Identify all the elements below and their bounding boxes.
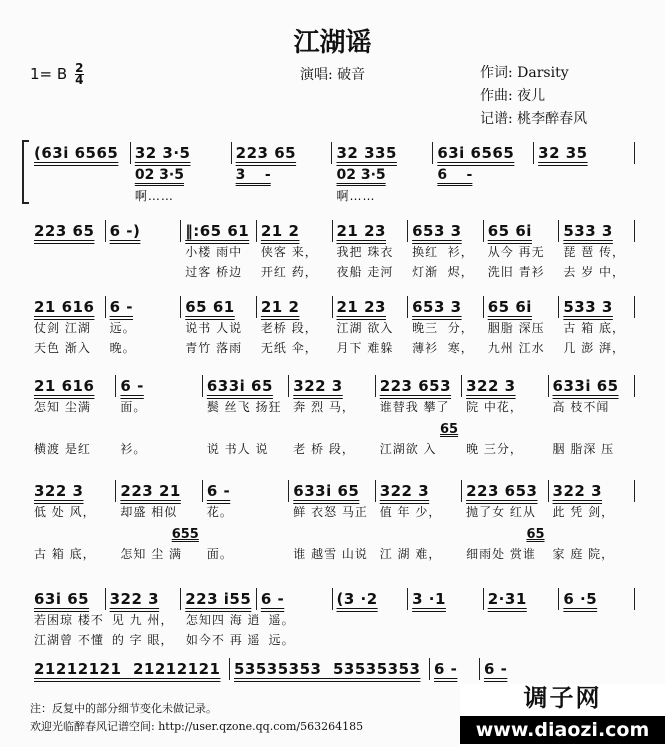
alternate-notes: 65 (526, 527, 545, 542)
staff-system (30, 480, 635, 564)
lyric-row (30, 242, 635, 262)
lyric: 老 桥 段， (293, 442, 355, 456)
measure: 53535353 53535353 (230, 658, 430, 680)
lyric: 开红 药， (260, 265, 318, 279)
measure: (3 ·2 (333, 588, 409, 610)
measure: (63i 6565 (30, 142, 131, 164)
lyric: 江湖曾 不懂 (34, 633, 104, 647)
lyric-row (30, 338, 635, 358)
lyric: 无纸 伞， (260, 341, 318, 355)
harmony-measure: 02 3·5 (336, 167, 386, 183)
alternate-notes (289, 421, 375, 439)
measure-row (30, 480, 635, 502)
measure-row (30, 658, 530, 680)
measure: 633i 65 (289, 480, 375, 502)
lyric: 怎知四 海 逍 (185, 613, 261, 627)
measure: 6 - (484, 660, 508, 678)
lyric: 江 湖 难， (379, 547, 442, 561)
measure: 223 65 (30, 220, 106, 242)
measure: ‖:65 61 (181, 220, 257, 242)
alternate-notes (203, 526, 289, 544)
lyric: 说书 人说 (185, 321, 243, 335)
measure: 223 653 (376, 375, 462, 397)
lyric-row (30, 439, 635, 459)
lyric (232, 186, 333, 206)
measure: 322 3 (462, 375, 548, 397)
composer: 作曲: 夜儿 (480, 88, 546, 104)
harmony-measure-row (30, 164, 635, 186)
alternate-notes (289, 526, 375, 544)
lyric: 家 庭 院， (552, 547, 615, 561)
measure: 223 65 (232, 142, 333, 164)
measure: 6 -) (106, 220, 182, 242)
time-signature (75, 63, 83, 86)
measure-row (30, 375, 635, 397)
measure: 653 3 (408, 296, 484, 318)
lyric: 换红 衫， (412, 245, 474, 259)
alternate-notes (549, 421, 635, 439)
harmony-measure (30, 164, 131, 186)
lyric: 高 枝不闻 (552, 400, 610, 414)
lyric-row (30, 502, 635, 522)
lyric: 衫。 (120, 442, 147, 456)
lyric: 此 凭 剑， (552, 505, 615, 519)
lyric: 琵 琶 传， (563, 245, 626, 259)
measure: 6 - (203, 480, 289, 502)
lyric: 洗旧 青衫 (487, 265, 545, 279)
measure: 6 - (116, 375, 202, 397)
lyric: 院 中花， (466, 400, 523, 414)
lyric: 我把 珠衣 (336, 245, 394, 259)
alternate-notes (376, 526, 462, 544)
measure: 3 ·1 (408, 588, 484, 610)
staff-system (30, 375, 635, 459)
footnote: 注：反复中的部分细节变化未做记录。 (30, 702, 217, 715)
lyric: 夜船 走河 (336, 265, 394, 279)
lyric (534, 186, 635, 206)
measure: 6 - (257, 588, 333, 610)
lyricist: 作词: Darsity (480, 65, 569, 81)
alternate-notes: 655 (171, 527, 199, 542)
measure: 2·31 (484, 588, 560, 610)
harmony-measure: 3 - (235, 167, 271, 183)
lyric: 侠客 来， (260, 245, 318, 259)
measure: 223 21 (116, 480, 202, 502)
measure: 6 - (430, 658, 480, 680)
alternate-notes-row (30, 526, 635, 544)
lyric: 几 澎 湃， (563, 341, 626, 355)
staff-system (30, 296, 635, 358)
lyric: 怎知 尘 满 (120, 547, 183, 561)
lyric-row (30, 318, 635, 338)
lyric: 月下 难躲 (336, 341, 394, 355)
time-top: 2 (75, 61, 84, 75)
lyric: 见 九 州， (111, 613, 174, 627)
alternate-notes (116, 421, 202, 439)
lyric (561, 610, 635, 630)
lyric: 古 箱 底， (34, 547, 96, 561)
lyric: 若困琼 楼不 (34, 613, 104, 627)
alternate-notes: 65 (440, 422, 459, 437)
measure: 65 61 (181, 296, 257, 318)
staff-system (30, 142, 635, 206)
transcriber-link[interactable]: 欢迎光临醉春风记谱空间: http://user.qzone.qq.com/563264185 (30, 720, 364, 733)
lyric (339, 630, 413, 650)
singer: 演唱: 破音 (300, 67, 366, 83)
lyric (561, 630, 635, 650)
lyric (487, 630, 561, 650)
measure-row (30, 142, 635, 164)
measure: 21 616 (30, 296, 106, 318)
staff-system (30, 220, 635, 282)
measure: 6 ·5 (559, 588, 635, 610)
credits (480, 62, 587, 131)
lyric: 九州 江水 (487, 341, 545, 355)
measure: 21 23 (333, 296, 409, 318)
lyric: 谁替我 攀了 (379, 400, 450, 414)
lyric: 江湖欲 入 (379, 442, 437, 456)
measure: 533 3 (559, 296, 635, 318)
lyric: 小楼 雨中 (185, 245, 243, 259)
measure: 21 2 (257, 220, 333, 242)
lyric: 灯渐 烬， (412, 265, 474, 279)
lyric: 花。 (206, 505, 233, 519)
measure: 63i 65 (30, 588, 106, 610)
lyric: 去 岁 中， (563, 265, 626, 279)
alternate-notes (30, 421, 116, 439)
lyric: 远。 (109, 321, 136, 335)
lyric: 晚。 (109, 341, 136, 355)
measure: 32 35 (534, 142, 635, 164)
measure: 21 2 (257, 296, 333, 318)
measure: 32 3·5 (131, 142, 232, 164)
lyric: 江湖 欲入 (336, 321, 394, 335)
lyric: 抛了女 红从 (466, 505, 536, 519)
measure: 533 3 (559, 220, 635, 242)
lyric-row (30, 397, 635, 417)
lyric-row (30, 610, 635, 630)
staff-system (30, 658, 530, 680)
measure: 63i 6565 (433, 142, 534, 164)
lyric (106, 242, 182, 262)
harmony-measure (534, 164, 635, 186)
lyric: 古 箱 底， (563, 321, 626, 335)
staff-system (30, 588, 635, 650)
measure: 322 3 (376, 480, 462, 502)
watermark-url: www.diaozi.com (460, 716, 665, 744)
lyric (30, 186, 131, 206)
measure: 32 335 (332, 142, 433, 164)
lyric-row (30, 544, 635, 564)
lyric (413, 610, 487, 630)
watermark (460, 684, 665, 747)
lyric (30, 262, 106, 282)
lyric: 却盛 相似 (120, 505, 178, 519)
measure: 65 6i (484, 220, 560, 242)
time-bottom: 4 (75, 73, 84, 87)
lyric (487, 610, 561, 630)
lyric: 说 书人 说 (206, 442, 269, 456)
lyric: 奔 烈 马， (293, 400, 355, 414)
alternate-notes (462, 421, 548, 439)
lyric: 晚三 分， (412, 321, 474, 335)
measure: 21212121 21212121 (30, 658, 230, 680)
lyric: 啊…… (134, 189, 174, 203)
lyric: 如今不 再 遥 (185, 633, 261, 647)
lyric: 老桥 段， (260, 321, 318, 335)
measure-row (30, 220, 635, 242)
measure-row (30, 588, 635, 610)
lyric-row (30, 186, 635, 206)
key: 1= B (30, 65, 68, 83)
system-bracket (22, 140, 29, 204)
alternate-notes (203, 421, 289, 439)
lyric: 谁 越雪 山说 (293, 547, 368, 561)
lyric (339, 610, 413, 630)
alternate-notes-row (30, 421, 635, 439)
measure: 322 3 (30, 480, 116, 502)
lyric: 怎知 尘满 (34, 400, 91, 414)
lyric: 远。 (268, 633, 295, 647)
key-signature (30, 63, 84, 86)
harmony-measure: 6 - (437, 167, 473, 183)
lyric: 鬓 丝飞 扬狂 (206, 400, 282, 414)
lyric (413, 630, 487, 650)
lyric (30, 242, 106, 262)
lyric: 仗剑 江湖 (34, 321, 91, 335)
lyric: 鲜 衣怒 马正 (293, 505, 368, 519)
measure: 633i 65 (549, 375, 635, 397)
measure: 653 3 (408, 220, 484, 242)
lyric: 的 字 眼， (111, 633, 174, 647)
lyric-row (30, 630, 635, 650)
watermark-name: 调子网 (523, 684, 602, 712)
lyric (106, 262, 182, 282)
measure: 322 3 (549, 480, 635, 502)
measure: 21 23 (333, 220, 409, 242)
lyric: 薄衫 寒， (412, 341, 474, 355)
measure: 21 616 (30, 375, 116, 397)
alternate-notes (549, 526, 635, 544)
lyric: 晚 三分， (466, 442, 523, 456)
lyric: 值 年 少， (379, 505, 442, 519)
measure: 223 653 (462, 480, 548, 502)
measure: 6 - (106, 296, 182, 318)
lyric: 啊…… (336, 189, 376, 203)
lyric: 过客 桥边 (185, 265, 243, 279)
lyric: 遥。 (268, 613, 295, 627)
harmony-measure: 02 3·5 (134, 167, 184, 183)
lyric: 青竹 落雨 (185, 341, 243, 355)
alternate-notes (30, 526, 116, 544)
lyric: 低 处 风， (34, 505, 96, 519)
lyric: 胭 脂深 压 (552, 442, 615, 456)
lyric (433, 186, 534, 206)
song-title: 江湖谣 (293, 28, 372, 58)
lyric: 从今 再无 (487, 245, 545, 259)
measure-row (30, 296, 635, 318)
measure: 65 6i (484, 296, 560, 318)
lyric: 天色 渐入 (34, 341, 91, 355)
lyric: 横渡 是红 (34, 442, 91, 456)
transcriber: 记谱: 桃李醉春风 (480, 111, 588, 127)
lyric: 胭脂 深压 (487, 321, 545, 335)
measure: 322 3 (106, 588, 182, 610)
lyric: 细雨处 赏谁 (466, 547, 536, 561)
measure: 322 3 (289, 375, 375, 397)
lyric: 面。 (206, 547, 233, 561)
lyric-row (30, 262, 635, 282)
lyric: 面。 (120, 400, 147, 414)
measure: 223 i55 (181, 588, 257, 610)
measure: 633i 65 (203, 375, 289, 397)
